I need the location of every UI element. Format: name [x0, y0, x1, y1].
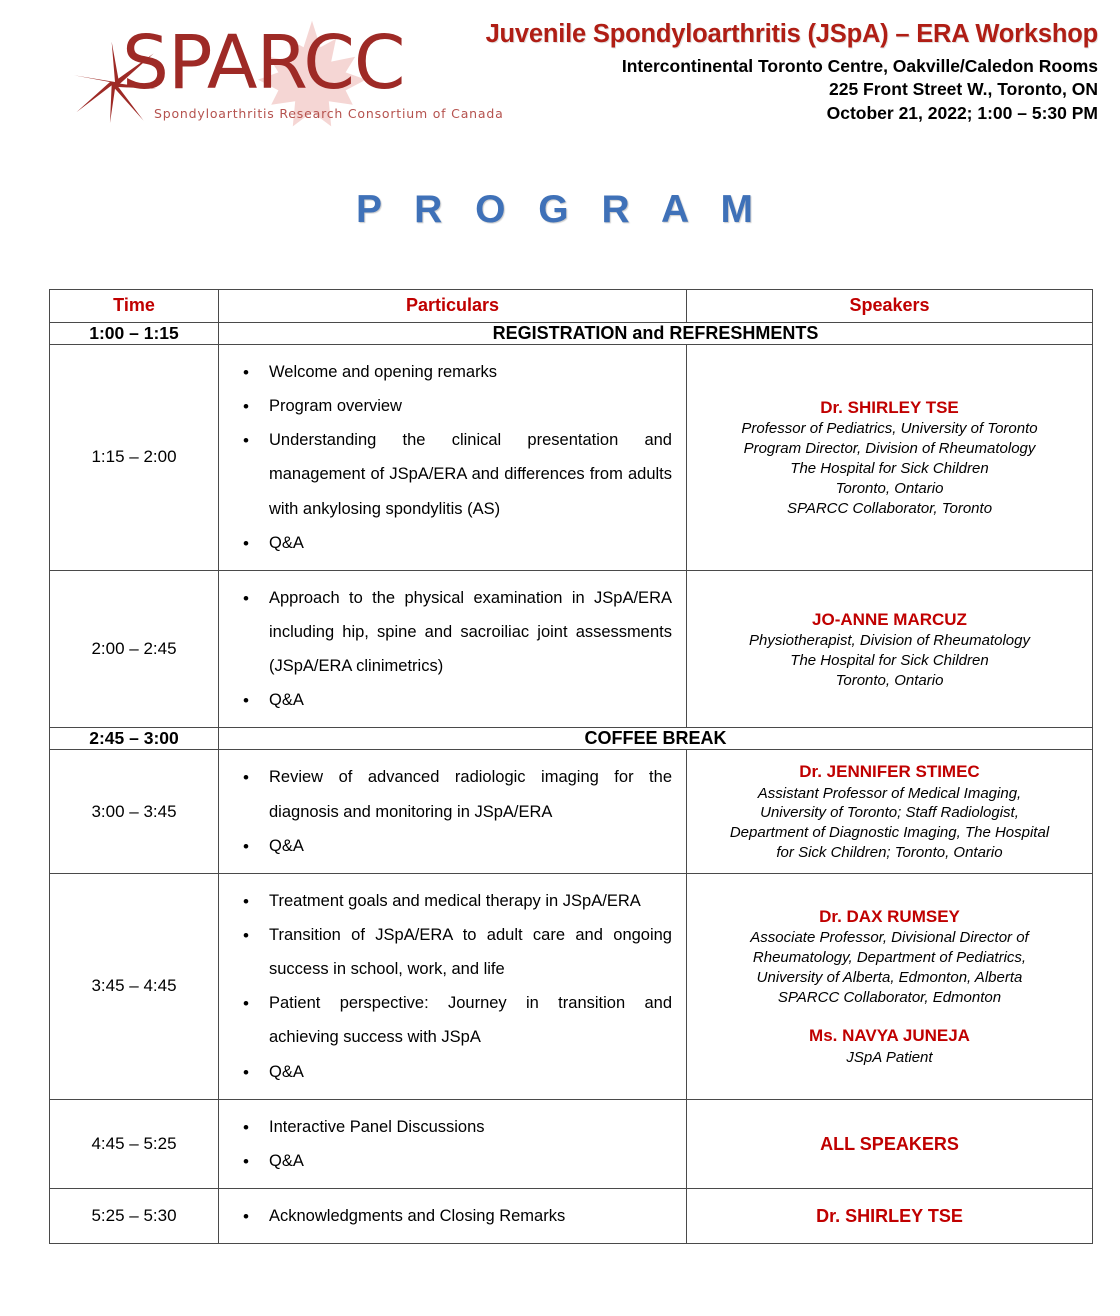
table-header-row: [50, 290, 1093, 323]
table-row: [50, 570, 1093, 728]
sparcc-wordmark: SPARCC: [122, 20, 405, 106]
speaker-name: JO-ANNE MARCUZ: [812, 609, 967, 629]
speaker-affiliation: Department of Diagnostic Imaging, The Hospital: [729, 824, 1050, 842]
event-venue: Intercontinental Toronto Centre, Oakville/Caledon Rooms: [621, 56, 1098, 77]
speakers-cell: [687, 1099, 1093, 1188]
speaker-affiliation: Physiotherapist, Division of Rheumatology: [749, 631, 1030, 649]
particulars-cell: [219, 750, 687, 873]
particulars-bullet: • Welcome and opening remarks: [219, 355, 672, 389]
time-cell: 2:00 – 2:45: [50, 570, 219, 728]
table-row: [50, 1188, 1093, 1243]
time-cell: 3:00 – 3:45: [50, 750, 219, 873]
event-datetime: October 21, 2022; 1:00 – 5:30 PM: [826, 102, 1098, 123]
program-table-container: [49, 289, 1092, 1244]
speaker-affiliation: SPARCC Collaborator, Toronto: [786, 499, 993, 517]
page-title: P R O G R A M: [355, 188, 765, 231]
speaker-affiliation: University of Alberta, Edmonton, Alberta: [756, 968, 1023, 986]
speaker-name: Dr. SHIRLEY TSE: [816, 1205, 963, 1226]
particulars-bullet: • Q&A: [219, 1055, 672, 1089]
particulars-cell: [219, 1099, 687, 1188]
speaker-separator: [687, 1007, 1092, 1024]
speaker-name: Dr. SHIRLEY TSE: [820, 398, 959, 418]
time-cell: 5:25 – 5:30: [50, 1188, 219, 1243]
speaker-affiliation: The Hospital for Sick Children: [790, 651, 989, 669]
speakers-cell: [687, 570, 1093, 728]
speaker-affiliation: Professor of Pediatrics, University of Toronto: [741, 420, 1038, 438]
speakers-cell: [687, 1188, 1093, 1243]
banner-cell: REGISTRATION and REFRESHMENTS: [219, 323, 1093, 345]
speaker-affiliation: The Hospital for Sick Children: [790, 460, 989, 478]
table-row: [50, 345, 1093, 571]
particulars-bullet: • Treatment goals and medical therapy in JSpA/ERA: [219, 884, 672, 918]
event-title: Juvenile Spondyloarthritis (JSpA) – ERA Workshop: [485, 20, 1098, 48]
speaker-affiliation: Toronto, Ontario: [835, 479, 944, 497]
speaker-name: Ms. NAVYA JUNEJA: [809, 1026, 970, 1046]
column-header-speakers: Speakers: [687, 290, 1093, 323]
speaker-name: Dr. JENNIFER STIMEC: [799, 762, 980, 782]
particulars-bullet: • Q&A: [219, 829, 672, 863]
speaker-affiliation: SPARCC Collaborator, Edmonton: [777, 988, 1002, 1006]
document-header: [0, 0, 1120, 150]
banner-cell: COFFEE BREAK: [219, 728, 1093, 750]
speaker-affiliation: Toronto, Ontario: [835, 671, 944, 689]
speaker-name: Dr. DAX RUMSEY: [819, 907, 960, 927]
particulars-bullet: • Program overview: [219, 389, 672, 423]
table-row: [50, 750, 1093, 873]
table-row: [50, 728, 1093, 750]
speakers-cell: [687, 345, 1093, 571]
table-row: [50, 873, 1093, 1099]
program-table: [49, 289, 1093, 1244]
table-row: [50, 1099, 1093, 1188]
time-cell: 2:45 – 3:00: [50, 728, 219, 750]
particulars-bullet: • Q&A: [219, 683, 672, 717]
speaker-name: ALL SPEAKERS: [820, 1133, 959, 1154]
speaker-affiliation: Program Director, Division of Rheumatology: [743, 440, 1036, 458]
column-header-particulars: Particulars: [219, 290, 687, 323]
speaker-affiliation: Assistant Professor of Medical Imaging,: [757, 784, 1022, 802]
particulars-bullet: • Understanding the clinical presentation and management of JSpA/ERA and differences from adults with ankylosing spondylitis (AS): [219, 423, 672, 525]
speakers-cell: [687, 750, 1093, 873]
column-header-time: Time: [50, 290, 219, 323]
particulars-bullet: • Patient perspective: Journey in transition and achieving success with JSpA: [219, 986, 672, 1054]
speaker-affiliation: JSpA Patient: [846, 1048, 933, 1066]
speaker-affiliation: University of Toronto; Staff Radiologist,: [760, 804, 1019, 822]
time-cell: 3:45 – 4:45: [50, 873, 219, 1099]
time-cell: 1:00 – 1:15: [50, 323, 219, 345]
particulars-cell: [219, 570, 687, 728]
sparcc-logo: [66, 14, 504, 134]
speakers-cell: [687, 873, 1093, 1099]
speaker-affiliation: Rheumatology, Department of Pediatrics,: [752, 949, 1027, 967]
particulars-bullet: • Acknowledgments and Closing Remarks: [219, 1199, 672, 1233]
particulars-bullet: • Transition of JSpA/ERA to adult care and ongoing success in school, work, and life: [219, 918, 672, 986]
time-cell: 1:15 – 2:00: [50, 345, 219, 571]
particulars-bullet: • Q&A: [219, 526, 672, 560]
speaker-affiliation: Associate Professor, Divisional Director of: [750, 929, 1029, 947]
particulars-bullet: • Approach to the physical examination in JSpA/ERA including hip, spine and sacroiliac joint assessments (JSpA/ERA clinimetrics): [219, 581, 672, 683]
particulars-cell: [219, 345, 687, 571]
particulars-cell: [219, 1188, 687, 1243]
particulars-bullet: • Review of advanced radiologic imaging for the diagnosis and monitoring in JSpA/ERA: [219, 760, 672, 828]
table-row: [50, 323, 1093, 345]
speaker-affiliation: for Sick Children; Toronto, Ontario: [776, 843, 1003, 861]
particulars-bullet: • Interactive Panel Discussions: [219, 1110, 672, 1144]
event-info: [486, 20, 1098, 125]
particulars-bullet: • Q&A: [219, 1144, 672, 1178]
event-address: 225 Front Street W., Toronto, ON: [829, 79, 1098, 100]
sparcc-tagline: Spondyloarthritis Research Consortium of Canada: [154, 106, 504, 121]
time-cell: 4:45 – 5:25: [50, 1099, 219, 1188]
particulars-cell: [219, 873, 687, 1099]
